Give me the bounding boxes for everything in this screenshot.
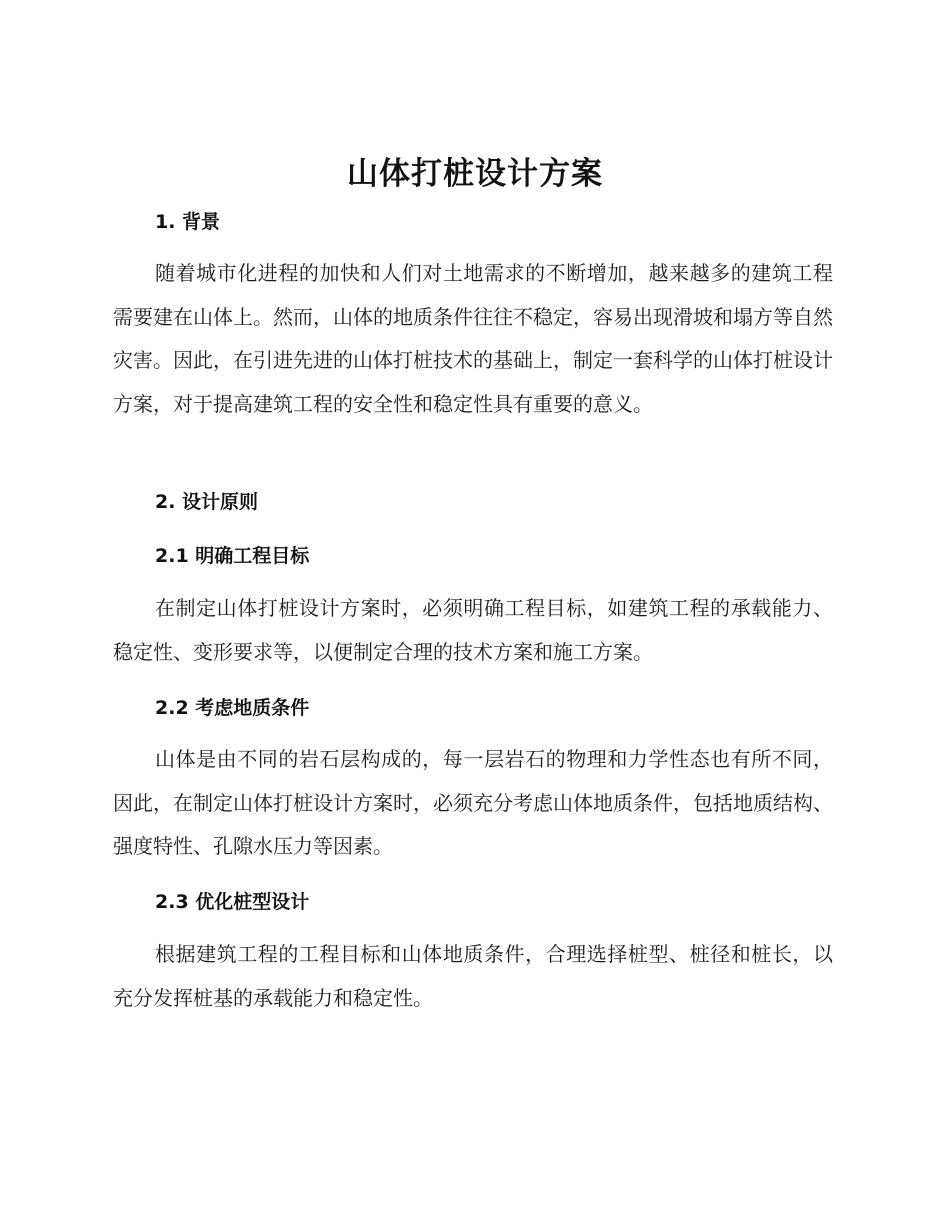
paragraph-pile-design: 根据建筑工程的工程目标和山体地质条件，合理选择桩型、桩径和桩长，以充分发挥桩基的承载能力和稳定性。 xyxy=(113,942,833,1010)
section-heading-pile-design: 2.3 优化桩型设计 xyxy=(155,891,310,913)
document-title: 山体打桩设计方案 xyxy=(347,156,603,192)
paragraph-geological-conditions: 山体是由不同的岩石层构成的，每一层岩石的物理和力学性态也有所不同，因此，在制定山体打桩设计方案时，必须充分考虑山体地质条件，包括地质结构、强度特性、孔隙水压力等因素。 xyxy=(113,747,833,859)
paragraph-clear-goals: 在制定山体打桩设计方案时，必须明确工程目标，如建筑工程的承载能力、稳定性、变形要求等，以便制定合理的技术方案和施工方案。 xyxy=(113,596,833,664)
paragraph-background: 随着城市化进程的加快和人们对土地需求的不断增加，越来越多的建筑工程需要建在山体上。然而，山体的地质条件往往不稳定，容易出现滑坡和塌方等自然灾害。因此，在引进先进的山体打桩技术的基础上，制定一套科学的山体打桩设计方案，对于提高建筑工程的安全性和稳定性具有重要的意义。 xyxy=(113,261,833,416)
section-heading-clear-goals: 2.1 明确工程目标 xyxy=(155,545,310,567)
section-heading-design-principles: 2. 设计原则 xyxy=(155,491,259,513)
section-heading-background: 1. 背景 xyxy=(155,211,221,233)
section-heading-geological-conditions: 2.2 考虑地质条件 xyxy=(155,697,310,719)
